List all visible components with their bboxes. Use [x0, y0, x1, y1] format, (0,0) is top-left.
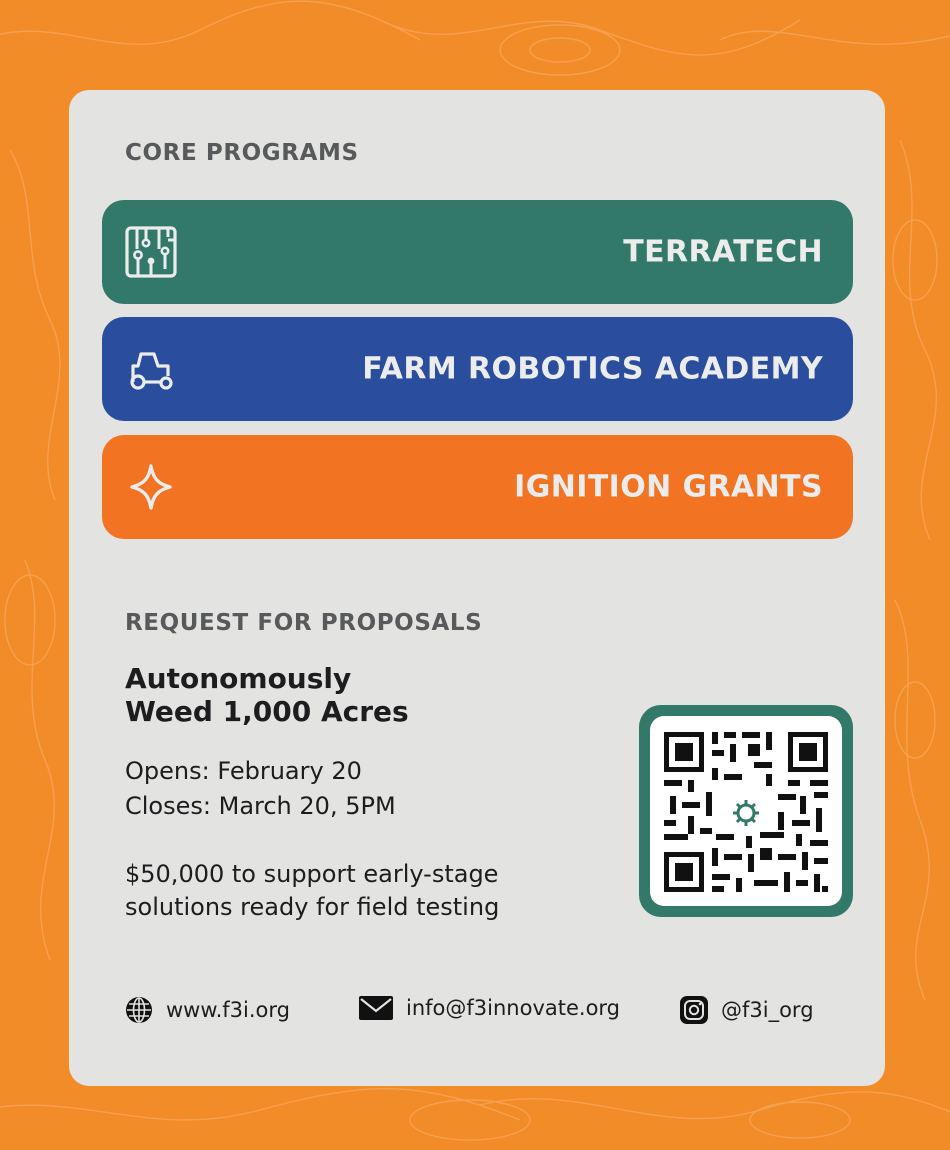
closes-value: March 20, 5PM — [218, 792, 396, 820]
rfp-description-line1: $50,000 to support early-stage — [125, 860, 499, 888]
contact-instagram[interactable] — [679, 995, 814, 1025]
rfp-description-line2: solutions ready for field testing — [125, 893, 500, 921]
contact-website[interactable] — [124, 995, 290, 1025]
instagram-icon — [679, 995, 709, 1025]
program-terratech[interactable] — [102, 200, 853, 304]
program-farm-robotics-academy[interactable] — [102, 317, 853, 421]
circuit-board-icon — [124, 225, 178, 279]
rfp-dates — [125, 754, 396, 824]
sparkle-icon — [124, 460, 178, 514]
program-label: TERRATECH — [623, 234, 823, 270]
program-ignition-grants[interactable] — [102, 435, 853, 539]
program-label: IGNITION GRANTS — [514, 469, 823, 505]
opens-label: Opens: — [125, 757, 210, 785]
tractor-icon — [124, 342, 178, 396]
qr-code-frame[interactable] — [639, 705, 853, 917]
closes-label: Closes: — [125, 792, 211, 820]
contact-email[interactable] — [358, 995, 620, 1021]
rfp-title — [125, 662, 409, 728]
rfp-description — [125, 858, 499, 924]
email-link[interactable]: info@f3innovate.org — [406, 996, 621, 1020]
opens-value: February 20 — [217, 757, 362, 785]
program-label: FARM ROBOTICS ACADEMY — [362, 351, 823, 387]
instagram-handle[interactable]: @f3i_org — [721, 998, 814, 1022]
website-link[interactable]: www.f3i.org — [166, 998, 290, 1022]
qr-code-pattern — [650, 716, 842, 906]
rfp-title-line1: Autonomously — [125, 662, 352, 695]
rfp-heading: REQUEST FOR PROPOSALS — [125, 610, 483, 636]
qr-code-icon[interactable] — [650, 716, 842, 906]
rfp-title-line2: Weed 1,000 Acres — [125, 695, 409, 728]
globe-icon — [124, 995, 154, 1025]
info-card — [69, 90, 885, 1086]
mail-icon — [358, 995, 394, 1021]
core-programs-heading: CORE PROGRAMS — [125, 140, 359, 166]
